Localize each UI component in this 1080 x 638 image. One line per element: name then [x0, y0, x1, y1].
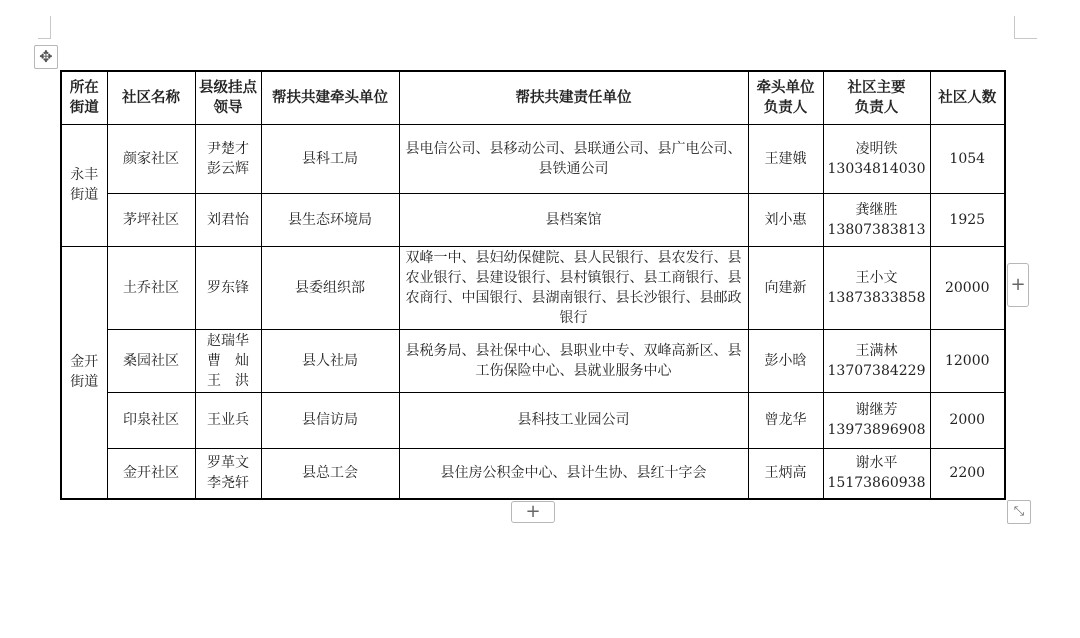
header-leader: 县级挂点 领导 [195, 71, 261, 124]
street-cell: 永丰 街道 [61, 124, 107, 246]
leader-cell: 罗东锋 [195, 246, 261, 329]
lead-person-cell: 曾龙华 [748, 392, 823, 448]
main-person-cell: 王小文 13873833858 [823, 246, 930, 329]
population-cell: 12000 [930, 329, 1005, 392]
header-main-person: 社区主要 负责人 [823, 71, 930, 124]
responsible-units-cell: 县税务局、县社保中心、县职业中专、双峰高新区、县工伤保险中心、县就业服务中心 [399, 329, 748, 392]
header-population: 社区人数 [930, 71, 1005, 124]
responsible-units-cell: 双峰一中、县妇幼保健院、县人民银行、县农发行、县农业银行、县建设银行、县村镇银行、县工商银行、县农商行、中国银行、县湖南银行、县长沙银行、县邮政银行 [399, 246, 748, 329]
population-cell: 1054 [930, 124, 1005, 193]
community-cell: 茅坪社区 [107, 193, 195, 246]
street-cell: 金开 街道 [61, 246, 107, 499]
header-responsible-units: 帮扶共建责任单位 [399, 71, 748, 124]
responsible-units-cell: 县住房公积金中心、县计生协、县红十字会 [399, 448, 748, 499]
leader-cell: 王业兵 [195, 392, 261, 448]
leader-cell: 刘君怡 [195, 193, 261, 246]
population-cell: 2200 [930, 448, 1005, 499]
table-row [61, 124, 1005, 193]
leader-cell: 罗革文 李尧轩 [195, 448, 261, 499]
lead-unit-cell: 县委组织部 [261, 246, 399, 329]
main-person-cell: 龚继胜 13807383813 [823, 193, 930, 246]
table-move-handle-icon[interactable]: ✥ [34, 45, 58, 69]
table-row [61, 193, 1005, 246]
community-cell: 桑园社区 [107, 329, 195, 392]
population-cell: 20000 [930, 246, 1005, 329]
add-row-button[interactable]: + [511, 501, 555, 523]
community-cell: 金开社区 [107, 448, 195, 499]
leader-cell: 赵瑞华 曹 灿 王 洪 [195, 329, 261, 392]
community-cell: 颜家社区 [107, 124, 195, 193]
lead-person-cell: 王建娥 [748, 124, 823, 193]
responsible-units-cell: 县档案馆 [399, 193, 748, 246]
table-resize-handle-icon[interactable]: ⤡ [1007, 500, 1031, 524]
community-cell: 印泉社区 [107, 392, 195, 448]
main-person-cell: 凌明铁 13034814030 [823, 124, 930, 193]
population-cell: 1925 [930, 193, 1005, 246]
leader-cell: 尹楚才 彭云辉 [195, 124, 261, 193]
page-corner-marker-right [1014, 16, 1037, 39]
main-person-cell: 王满林 13707384229 [823, 329, 930, 392]
population-cell: 2000 [930, 392, 1005, 448]
table-row [61, 448, 1005, 499]
table-row [61, 329, 1005, 392]
lead-person-cell: 向建新 [748, 246, 823, 329]
main-person-cell: 谢继芳 13973896908 [823, 392, 930, 448]
assistance-table [60, 70, 1006, 500]
table-row [61, 392, 1005, 448]
responsible-units-cell: 县科技工业园公司 [399, 392, 748, 448]
table-header-row [61, 71, 1005, 124]
lead-person-cell: 王炳高 [748, 448, 823, 499]
responsible-units-cell: 县电信公司、县移动公司、县联通公司、县广电公司、县铁通公司 [399, 124, 748, 193]
lead-unit-cell: 县总工会 [261, 448, 399, 499]
lead-person-cell: 彭小晗 [748, 329, 823, 392]
header-community: 社区名称 [107, 71, 195, 124]
header-lead-person: 牵头单位 负责人 [748, 71, 823, 124]
header-street: 所在 街道 [61, 71, 107, 124]
main-person-cell: 谢水平 15173860938 [823, 448, 930, 499]
lead-unit-cell: 县信访局 [261, 392, 399, 448]
lead-person-cell: 刘小惠 [748, 193, 823, 246]
lead-unit-cell: 县科工局 [261, 124, 399, 193]
community-cell: 土乔社区 [107, 246, 195, 329]
table-row [61, 246, 1005, 329]
page-corner-marker-left [38, 16, 51, 39]
lead-unit-cell: 县人社局 [261, 329, 399, 392]
lead-unit-cell: 县生态环境局 [261, 193, 399, 246]
add-column-button[interactable]: + [1007, 263, 1029, 307]
header-lead-unit: 帮扶共建牵头单位 [261, 71, 399, 124]
